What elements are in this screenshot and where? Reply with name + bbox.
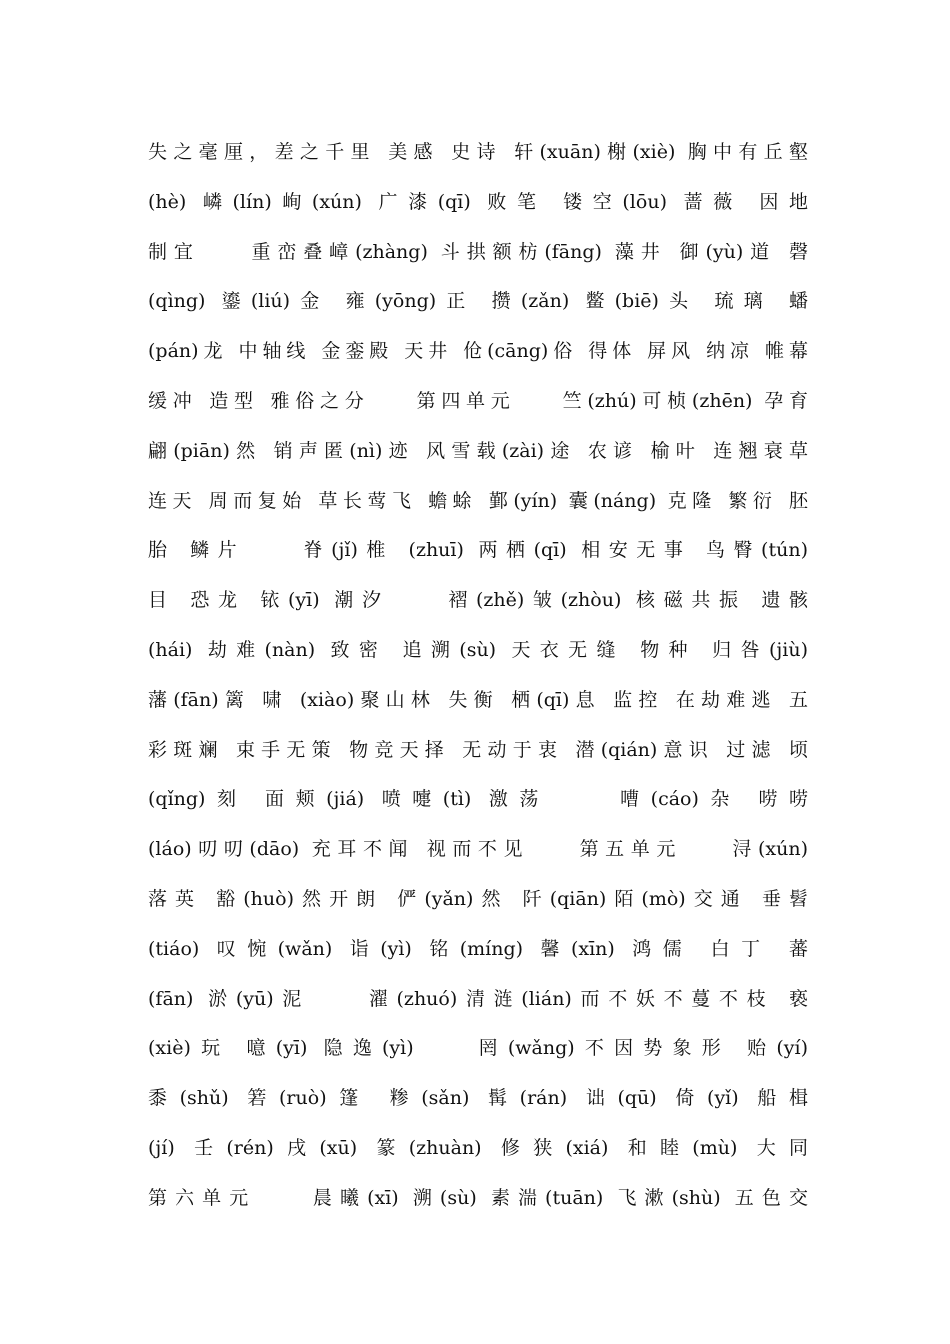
text-line: (tiáo) 叹惋(wǎn) 诣(yì) 铭(míng) 馨(xīn) 鸿儒 白丁 蕃: [148, 937, 808, 960]
text-line: 藩(fān)篱 啸 (xiào)聚山林 失衡 栖(qī)息 监控 在劫难逃 五: [148, 688, 808, 711]
text-line: 落英 豁(huò)然开朗 俨(yǎn)然 阡(qiān)陌(mò)交通 垂髫: [148, 887, 808, 910]
text-line: (qǐng)刻 面颊(jiá) 喷嚏(tì) 激荡 嘈(cáo)杂 唠唠: [148, 788, 808, 811]
text-line: 黍(shǔ) 箬(ruò)篷 糁(sǎn) 髯(rán) 诎(qū) 倚(yǐ) 船楫: [148, 1087, 808, 1110]
text-line: (láo)叨叨(dāo) 充耳不闻 视而不见 第五单元 浔(xún): [148, 838, 808, 861]
text-line: (hái) 劫难(nàn) 致密 追溯(sù) 天衣无缝 物种 归咎(jiù): [148, 638, 808, 661]
text-line: 目 恐龙 铱(yī) 潮汐 褶(zhě)皱(zhòu) 核磁共振 遗骸: [148, 589, 808, 612]
text-line: (hè) 嶙(lín)峋(xún) 广漆(qī) 败笔 镂空(lōu) 蔷薇 因地: [148, 190, 808, 213]
text-line: 连天 周而复始 草长莺飞 蟾蜍 鄞(yín) 囊(náng) 克隆 繁衍 胚: [148, 489, 808, 512]
text-line: 彩斑斓 束手无策 物竞天择 无动于衷 潜(qián)意识 过滤 顷: [148, 738, 808, 761]
text-line: (xiè)玩 噫(yī) 隐逸(yì) 罔(wǎng)不因势象形 贻(yí): [148, 1037, 808, 1060]
text-line: 第六单元 晨曦(xī) 溯(sù) 素湍(tuān) 飞漱(shù) 五色交: [148, 1186, 808, 1209]
text-line: (fān) 淤(yū)泥 濯(zhuó)清涟(lián)而不妖不蔓不枝 亵: [148, 987, 808, 1010]
vocabulary-text-block: [148, 132, 808, 1228]
text-line: (qìng) 鎏(liú)金 雍(yōng)正 攒(zǎn) 鳖(biē)头 琉璃 蟠: [148, 290, 808, 313]
text-line: 翩(piān)然 销声匿(nì)迹 风雪载(zài)途 农谚 榆叶 连翘衰草: [148, 439, 808, 462]
text-line: (jí) 壬(rén)戌(xū) 篆(zhuàn) 修狭(xiá) 和睦(mù) 大同: [148, 1136, 808, 1159]
text-line: 制宜 重峦叠嶂(zhàng) 斗拱额枋(fāng) 藻井 御(yù)道 磬: [148, 240, 808, 263]
text-line: 胎 鳞片 脊(jǐ)椎 (zhuī) 两栖(qī) 相安无事 鸟臀(tún): [148, 539, 808, 562]
text-line: 缓冲 造型 雅俗之分 第四单元 竺(zhú)可桢(zhēn) 孕育: [148, 389, 808, 412]
text-line: (pán)龙 中轴线 金銮殿 天井 伧(cāng)俗 得体 屏风 纳凉 帷幕: [148, 340, 808, 363]
text-line: 失之毫厘，差之千里 美感 史诗 轩(xuān)榭(xiè) 胸中有丘壑: [148, 141, 808, 163]
